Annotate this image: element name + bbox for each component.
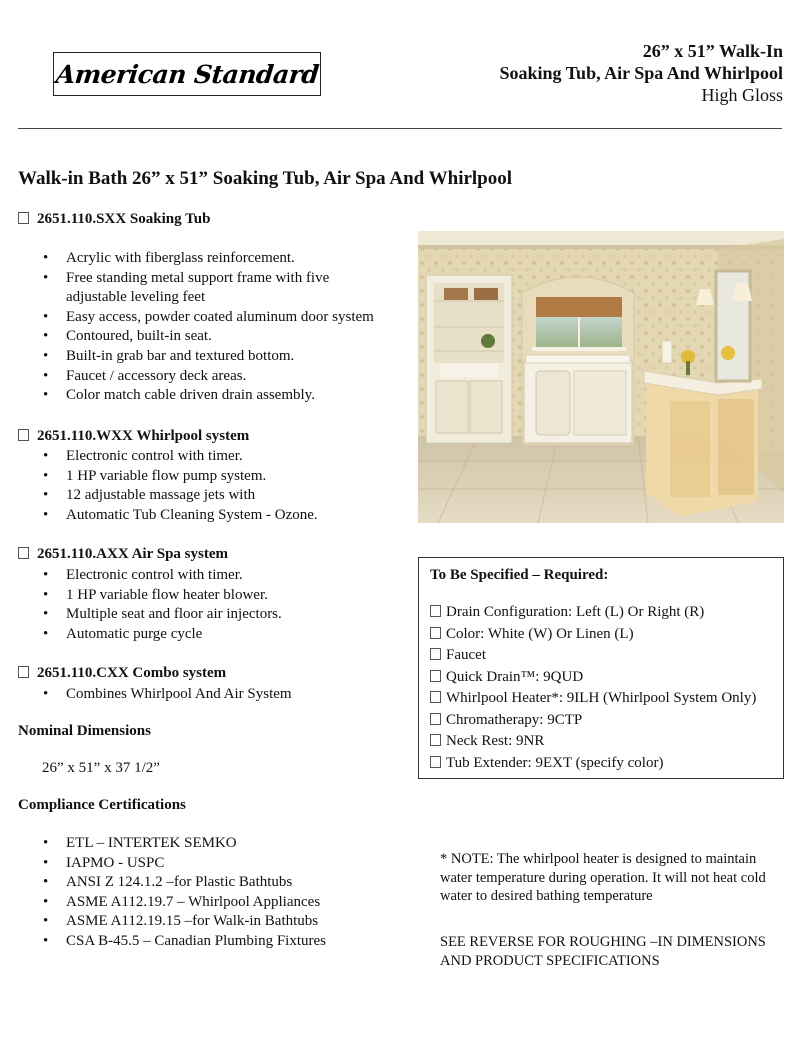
spec-option-faucet[interactable] [430, 645, 756, 667]
list-item: • Built-in grab bar and textured bottom. [18, 347, 418, 367]
list-item: • 12 adjustable massage jets with [18, 486, 418, 506]
spec-option-tub-extender[interactable] [430, 753, 756, 775]
section-heading-label: 2651.110.AXX Air Spa system [37, 546, 228, 562]
spec-options-list [430, 602, 756, 774]
section-heading-combo [18, 665, 226, 682]
list-item: • Color match cable driven drain assembly. [18, 386, 418, 406]
spec-option-chromatherapy[interactable] [430, 710, 756, 732]
checkbox-icon [18, 429, 29, 441]
list-item: • Faucet / accessory deck areas. [18, 367, 418, 387]
combo-feature-list [18, 685, 418, 705]
spec-option-whirlpool-heater[interactable] [430, 688, 756, 710]
spec-option-label: Whirlpool Heater*: 9ILH (Whirlpool System Only) [446, 690, 757, 706]
header-title-line2: Soaking Tub, Air Spa And Whirlpool [499, 63, 783, 83]
checkbox-icon[interactable] [430, 670, 441, 682]
spec-option-neck-rest[interactable] [430, 731, 756, 753]
list-item: • Electronic control with timer. [18, 566, 418, 586]
list-item: • Free standing metal support frame with five adjustable leveling feet [18, 269, 336, 308]
bathroom-illustration [418, 231, 784, 523]
spec-option-quick-drain[interactable] [430, 667, 756, 689]
spec-option-label: Faucet [446, 647, 486, 663]
spec-option-label: Neck Rest: 9NR [446, 733, 545, 749]
spec-option-label: Color: White (W) Or Linen (L) [446, 625, 634, 642]
soaking-tub-feature-list [18, 249, 418, 406]
compliance-heading: Compliance Certifications [18, 797, 186, 813]
product-photo [418, 231, 784, 523]
section-heading-label: 2651.110.WXX Whirlpool system [37, 428, 250, 444]
checkbox-icon[interactable] [430, 734, 441, 746]
list-item: • Contoured, built-in seat. [18, 327, 418, 347]
list-item: • Automatic purge cycle [18, 625, 418, 645]
list-item: • Combines Whirlpool And Air System [18, 685, 418, 705]
section-heading-air-spa [18, 546, 228, 563]
dimensions-value: 26” x 51” x 37 1/2” [42, 760, 160, 776]
checkbox-icon[interactable] [430, 627, 441, 639]
list-item: • IAPMO - USPC [18, 854, 418, 874]
checkbox-icon[interactable] [430, 605, 441, 617]
list-item: • 1 HP variable flow pump system. [18, 467, 418, 487]
list-item: • Automatic Tub Cleaning System - Ozone. [18, 506, 418, 526]
spec-option-color[interactable] [430, 624, 756, 646]
page-title: Walk-in Bath 26” x 51” Soaking Tub, Air Spa And Whirlpool [18, 168, 513, 189]
whirlpool-feature-list [18, 447, 418, 525]
checkbox-icon [18, 212, 29, 224]
checkbox-icon [18, 666, 29, 678]
spec-box-title: To Be Specified – Required: [430, 567, 609, 583]
section-heading-whirlpool [18, 428, 249, 445]
list-item: • 1 HP variable flow heater blower. [18, 586, 418, 606]
list-item: • CSA B-45.5 – Canadian Plumbing Fixtures [18, 932, 418, 952]
section-heading-soaking-tub [18, 211, 210, 228]
brand-logo-box [53, 52, 321, 96]
section-heading-label: 2651.110.SXX Soaking Tub [37, 211, 211, 227]
checkbox-icon[interactable] [430, 756, 441, 768]
brand-logo: American Standard [54, 59, 320, 89]
list-item: • Acrylic with fiberglass reinforcement. [18, 249, 418, 269]
header-finish: High Gloss [701, 85, 783, 105]
list-item: • Easy access, powder coated aluminum door system [18, 308, 418, 328]
checkbox-icon[interactable] [430, 713, 441, 725]
list-item: • Multiple seat and floor air injectors. [18, 605, 418, 625]
compliance-list [18, 834, 418, 952]
spec-option-label: Chromatherapy: 9CTP [446, 711, 583, 728]
section-heading-label: 2651.110.CXX Combo system [37, 665, 227, 681]
checkbox-icon [18, 547, 29, 559]
document-header-title [500, 40, 784, 106]
list-item: • ASME A112.19.15 –for Walk-in Bathtubs [18, 912, 418, 932]
list-item: • ASME A112.19.7 – Whirlpool Appliances [18, 893, 418, 913]
spec-option-drain-configuration[interactable] [430, 602, 756, 624]
spec-option-label: Quick Drain™: 9QUD [446, 668, 584, 685]
header-divider [18, 128, 782, 129]
heater-note: * NOTE: The whirlpool heater is designed to maintain water temperature during operation. It will not heat cold water to desired bathing temperature [440, 851, 766, 904]
list-item: • ETL – INTERTEK SEMKO [18, 834, 418, 854]
see-reverse-note: SEE REVERSE FOR ROUGHING –IN DIMENSIONS AND PRODUCT SPECIFICATIONS [440, 934, 766, 969]
specification-box [418, 557, 784, 779]
checkbox-icon[interactable] [430, 691, 441, 703]
list-item: • ANSI Z 124.1.2 –for Plastic Bathtubs [18, 873, 418, 893]
spec-option-label: Drain Configuration: Left (L) Or Right (R) [446, 604, 705, 620]
header-title-line1: 26” x 51” Walk-In [642, 41, 783, 61]
dimensions-heading: Nominal Dimensions [18, 723, 151, 739]
checkbox-icon[interactable] [430, 648, 441, 660]
spec-option-label: Tub Extender: 9EXT (specify color) [446, 754, 664, 771]
air-spa-feature-list [18, 566, 418, 644]
list-item: • Electronic control with timer. [18, 447, 418, 467]
